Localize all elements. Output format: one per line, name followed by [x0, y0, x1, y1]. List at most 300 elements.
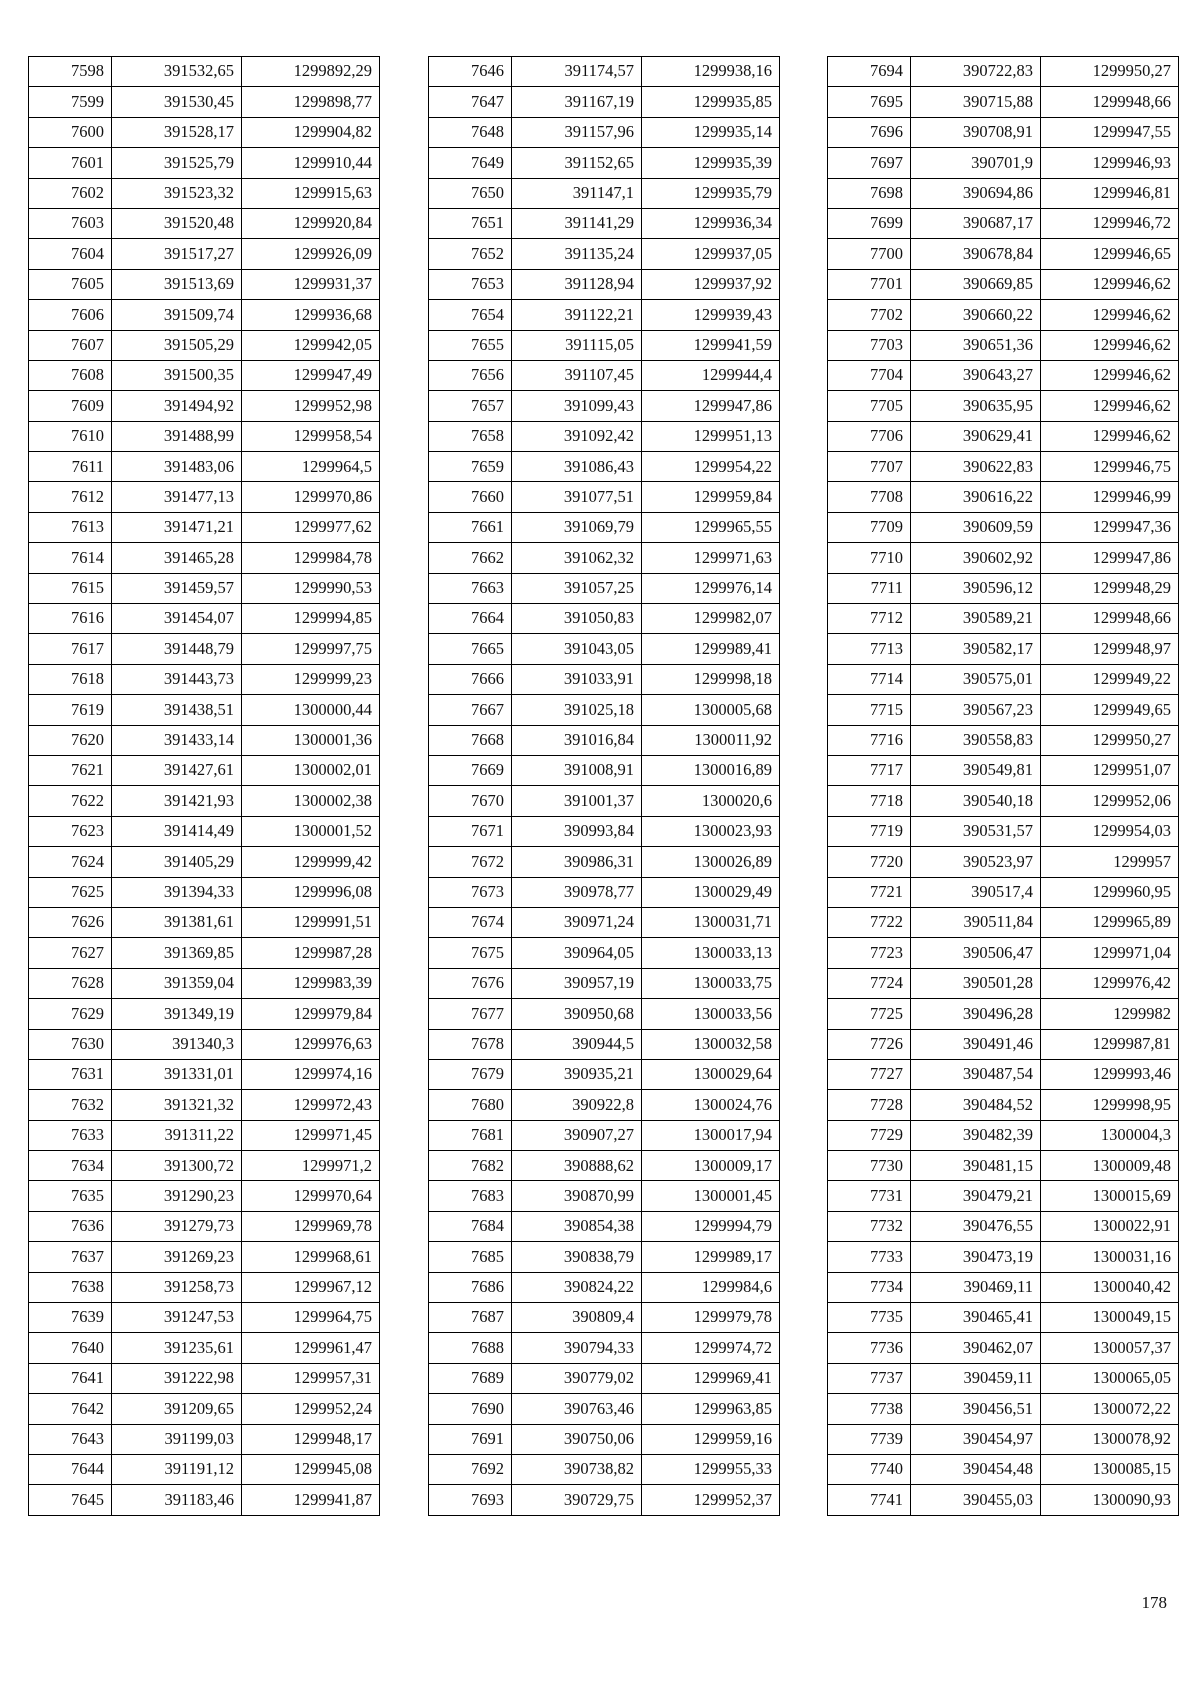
- x-coordinate-cell: 391135,24: [512, 239, 642, 269]
- y-coordinate-cell: 1299915,63: [242, 178, 380, 208]
- x-coordinate-cell: 391517,27: [112, 239, 242, 269]
- point-number-cell: 7682: [429, 1151, 512, 1181]
- x-coordinate-cell: 391505,29: [112, 330, 242, 360]
- y-coordinate-cell: 1299955,33: [642, 1454, 780, 1484]
- x-coordinate-cell: 390517,4: [911, 877, 1041, 907]
- y-coordinate-cell: 1299970,64: [242, 1181, 380, 1211]
- point-number-cell: 7628: [29, 968, 112, 998]
- point-number-cell: 7665: [429, 634, 512, 664]
- point-number-cell: 7703: [828, 330, 911, 360]
- coordinate-table-1: [28, 56, 380, 1516]
- point-number-cell: 7678: [429, 1029, 512, 1059]
- x-coordinate-cell: 390809,4: [512, 1303, 642, 1333]
- table-row: [828, 786, 1179, 816]
- point-number-cell: 7679: [429, 1059, 512, 1089]
- x-coordinate-cell: 391311,22: [112, 1120, 242, 1150]
- table-row: [429, 543, 780, 573]
- x-coordinate-cell: 391494,92: [112, 391, 242, 421]
- point-number-cell: 7675: [429, 938, 512, 968]
- table-row: [29, 604, 380, 634]
- table-row: [429, 512, 780, 542]
- table-row: [828, 999, 1179, 1029]
- x-coordinate-cell: 391157,96: [512, 117, 642, 147]
- x-coordinate-cell: 391222,98: [112, 1363, 242, 1393]
- table-row: [429, 816, 780, 846]
- y-coordinate-cell: 1300002,01: [242, 755, 380, 785]
- y-coordinate-cell: 1299947,55: [1041, 117, 1179, 147]
- x-coordinate-cell: 391331,01: [112, 1059, 242, 1089]
- table-row: [828, 1454, 1179, 1484]
- table-row: [429, 1394, 780, 1424]
- table-row: [828, 1363, 1179, 1393]
- table-row: [429, 300, 780, 330]
- table-row: [29, 330, 380, 360]
- point-number-cell: 7721: [828, 877, 911, 907]
- table-row: [29, 1394, 380, 1424]
- y-coordinate-cell: 1299957: [1041, 847, 1179, 877]
- point-number-cell: 7688: [429, 1333, 512, 1363]
- table-row: [828, 604, 1179, 634]
- x-coordinate-cell: 391528,17: [112, 117, 242, 147]
- table-row: [429, 1485, 780, 1515]
- table-row: [429, 482, 780, 512]
- point-number-cell: 7603: [29, 208, 112, 238]
- point-number-cell: 7722: [828, 907, 911, 937]
- x-coordinate-cell: 391209,65: [112, 1394, 242, 1424]
- x-coordinate-cell: 390549,81: [911, 755, 1041, 785]
- table-row: [29, 178, 380, 208]
- y-coordinate-cell: 1299945,08: [242, 1454, 380, 1484]
- table-row: [429, 664, 780, 694]
- x-coordinate-cell: 391523,32: [112, 178, 242, 208]
- table-row: [828, 938, 1179, 968]
- y-coordinate-cell: 1299892,29: [242, 57, 380, 87]
- y-coordinate-cell: 1299931,37: [242, 269, 380, 299]
- y-coordinate-cell: 1299996,08: [242, 877, 380, 907]
- y-coordinate-cell: 1299946,75: [1041, 452, 1179, 482]
- x-coordinate-cell: 391258,73: [112, 1272, 242, 1302]
- x-coordinate-cell: 391300,72: [112, 1151, 242, 1181]
- point-number-cell: 7706: [828, 421, 911, 451]
- y-coordinate-cell: 1300078,92: [1041, 1424, 1179, 1454]
- table-row: [29, 1454, 380, 1484]
- x-coordinate-cell: 390635,95: [911, 391, 1041, 421]
- y-coordinate-cell: 1299949,22: [1041, 664, 1179, 694]
- point-number-cell: 7642: [29, 1394, 112, 1424]
- point-number-cell: 7647: [429, 87, 512, 117]
- table-row: [29, 725, 380, 755]
- table-row: [29, 1211, 380, 1241]
- x-coordinate-cell: 390957,19: [512, 968, 642, 998]
- y-coordinate-cell: 1299946,72: [1041, 208, 1179, 238]
- y-coordinate-cell: 1299979,84: [242, 999, 380, 1029]
- x-coordinate-cell: 391438,51: [112, 695, 242, 725]
- x-coordinate-cell: 391183,46: [112, 1485, 242, 1515]
- point-number-cell: 7652: [429, 239, 512, 269]
- table-row: [828, 1394, 1179, 1424]
- point-number-cell: 7702: [828, 300, 911, 330]
- table-row: [29, 1059, 380, 1089]
- x-coordinate-cell: 391443,73: [112, 664, 242, 694]
- y-coordinate-cell: 1300004,3: [1041, 1120, 1179, 1150]
- x-coordinate-cell: 391269,23: [112, 1242, 242, 1272]
- x-coordinate-cell: 391359,04: [112, 968, 242, 998]
- y-coordinate-cell: 1299987,28: [242, 938, 380, 968]
- x-coordinate-cell: 390729,75: [512, 1485, 642, 1515]
- table-row: [429, 1272, 780, 1302]
- x-coordinate-cell: 390629,41: [911, 421, 1041, 451]
- x-coordinate-cell: 391174,57: [512, 57, 642, 87]
- table-row: [429, 148, 780, 178]
- point-number-cell: 7710: [828, 543, 911, 573]
- x-coordinate-cell: 390501,28: [911, 968, 1041, 998]
- x-coordinate-cell: 390854,38: [512, 1211, 642, 1241]
- y-coordinate-cell: 1299948,66: [1041, 604, 1179, 634]
- table-row: [29, 1333, 380, 1363]
- y-coordinate-cell: 1299987,81: [1041, 1029, 1179, 1059]
- table-row: [29, 968, 380, 998]
- x-coordinate-cell: 390462,07: [911, 1333, 1041, 1363]
- table-row: [429, 239, 780, 269]
- table-row: [828, 482, 1179, 512]
- x-coordinate-cell: 390465,41: [911, 1303, 1041, 1333]
- y-coordinate-cell: 1300016,89: [642, 755, 780, 785]
- point-number-cell: 7740: [828, 1454, 911, 1484]
- x-coordinate-cell: 390643,27: [911, 360, 1041, 390]
- y-coordinate-cell: 1300049,15: [1041, 1303, 1179, 1333]
- table-row: [828, 208, 1179, 238]
- point-number-cell: 7683: [429, 1181, 512, 1211]
- x-coordinate-cell: 390669,85: [911, 269, 1041, 299]
- point-number-cell: 7606: [29, 300, 112, 330]
- y-coordinate-cell: 1299947,49: [242, 360, 380, 390]
- y-coordinate-cell: 1299937,05: [642, 239, 780, 269]
- x-coordinate-cell: 390701,9: [911, 148, 1041, 178]
- point-number-cell: 7636: [29, 1211, 112, 1241]
- x-coordinate-cell: 390971,24: [512, 907, 642, 937]
- y-coordinate-cell: 1299938,16: [642, 57, 780, 87]
- x-coordinate-cell: 391427,61: [112, 755, 242, 785]
- y-coordinate-cell: 1299946,99: [1041, 482, 1179, 512]
- table-row: [429, 1090, 780, 1120]
- x-coordinate-cell: 390838,79: [512, 1242, 642, 1272]
- x-coordinate-cell: 390651,36: [911, 330, 1041, 360]
- table-row: [429, 725, 780, 755]
- x-coordinate-cell: 390779,02: [512, 1363, 642, 1393]
- table-row: [828, 1181, 1179, 1211]
- y-coordinate-cell: 1299947,36: [1041, 512, 1179, 542]
- point-number-cell: 7677: [429, 999, 512, 1029]
- table-row: [29, 57, 380, 87]
- x-coordinate-cell: 391247,53: [112, 1303, 242, 1333]
- point-number-cell: 7676: [429, 968, 512, 998]
- table-row: [29, 421, 380, 451]
- x-coordinate-cell: 391107,45: [512, 360, 642, 390]
- point-number-cell: 7630: [29, 1029, 112, 1059]
- point-number-cell: 7646: [429, 57, 512, 87]
- table-row: [29, 452, 380, 482]
- y-coordinate-cell: 1300033,56: [642, 999, 780, 1029]
- point-number-cell: 7701: [828, 269, 911, 299]
- point-number-cell: 7645: [29, 1485, 112, 1515]
- x-coordinate-cell: 391532,65: [112, 57, 242, 87]
- y-coordinate-cell: 1300002,38: [242, 786, 380, 816]
- table-row: [429, 1151, 780, 1181]
- x-coordinate-cell: 391199,03: [112, 1424, 242, 1454]
- y-coordinate-cell: 1299926,09: [242, 239, 380, 269]
- x-coordinate-cell: 390511,84: [911, 907, 1041, 937]
- y-coordinate-cell: 1299960,95: [1041, 877, 1179, 907]
- table-row: [29, 1242, 380, 1272]
- table-row: [828, 816, 1179, 846]
- y-coordinate-cell: 1299964,5: [242, 452, 380, 482]
- x-coordinate-cell: 390558,83: [911, 725, 1041, 755]
- y-coordinate-cell: 1299950,27: [1041, 57, 1179, 87]
- y-coordinate-cell: 1300026,89: [642, 847, 780, 877]
- table-row: [29, 999, 380, 1029]
- y-coordinate-cell: 1299948,17: [242, 1424, 380, 1454]
- y-coordinate-cell: 1299976,42: [1041, 968, 1179, 998]
- point-number-cell: 7670: [429, 786, 512, 816]
- table-row: [828, 239, 1179, 269]
- y-coordinate-cell: 1300032,58: [642, 1029, 780, 1059]
- y-coordinate-cell: 1299969,41: [642, 1363, 780, 1393]
- table-row: [828, 1151, 1179, 1181]
- x-coordinate-cell: 390694,86: [911, 178, 1041, 208]
- y-coordinate-cell: 1299946,65: [1041, 239, 1179, 269]
- point-number-cell: 7612: [29, 482, 112, 512]
- table-row: [29, 1029, 380, 1059]
- y-coordinate-cell: 1299972,43: [242, 1090, 380, 1120]
- table-row: [828, 300, 1179, 330]
- x-coordinate-cell: 390582,17: [911, 634, 1041, 664]
- y-coordinate-cell: 1299952,98: [242, 391, 380, 421]
- table-row: [29, 695, 380, 725]
- y-coordinate-cell: 1299946,62: [1041, 421, 1179, 451]
- x-coordinate-cell: 390622,83: [911, 452, 1041, 482]
- table-row: [29, 1090, 380, 1120]
- table-row: [429, 1454, 780, 1484]
- x-coordinate-cell: 391520,48: [112, 208, 242, 238]
- point-number-cell: 7689: [429, 1363, 512, 1393]
- point-number-cell: 7707: [828, 452, 911, 482]
- y-coordinate-cell: 1299935,39: [642, 148, 780, 178]
- table-row: [429, 877, 780, 907]
- point-number-cell: 7725: [828, 999, 911, 1029]
- y-coordinate-cell: 1299954,03: [1041, 816, 1179, 846]
- y-coordinate-cell: 1299937,92: [642, 269, 780, 299]
- point-number-cell: 7599: [29, 87, 112, 117]
- y-coordinate-cell: 1299946,62: [1041, 391, 1179, 421]
- point-number-cell: 7661: [429, 512, 512, 542]
- x-coordinate-cell: 390481,15: [911, 1151, 1041, 1181]
- point-number-cell: 7715: [828, 695, 911, 725]
- table-row: [29, 938, 380, 968]
- x-coordinate-cell: 391092,42: [512, 421, 642, 451]
- point-number-cell: 7685: [429, 1242, 512, 1272]
- y-coordinate-cell: 1299920,84: [242, 208, 380, 238]
- x-coordinate-cell: 390454,97: [911, 1424, 1041, 1454]
- y-coordinate-cell: 1299989,41: [642, 634, 780, 664]
- table-row: [29, 755, 380, 785]
- x-coordinate-cell: 391321,32: [112, 1090, 242, 1120]
- table-row: [828, 330, 1179, 360]
- x-coordinate-cell: 390993,84: [512, 816, 642, 846]
- point-number-cell: 7718: [828, 786, 911, 816]
- point-number-cell: 7692: [429, 1454, 512, 1484]
- x-coordinate-cell: 391099,43: [512, 391, 642, 421]
- point-number-cell: 7653: [429, 269, 512, 299]
- x-coordinate-cell: 391530,45: [112, 87, 242, 117]
- point-number-cell: 7643: [29, 1424, 112, 1454]
- x-coordinate-cell: 391152,65: [512, 148, 642, 178]
- y-coordinate-cell: 1300015,69: [1041, 1181, 1179, 1211]
- table-row: [429, 634, 780, 664]
- table-row: [29, 847, 380, 877]
- point-number-cell: 7719: [828, 816, 911, 846]
- point-number-cell: 7739: [828, 1424, 911, 1454]
- y-coordinate-cell: 1299999,23: [242, 664, 380, 694]
- table-row: [828, 269, 1179, 299]
- x-coordinate-cell: 390907,27: [512, 1120, 642, 1150]
- point-number-cell: 7605: [29, 269, 112, 299]
- table-row: [828, 907, 1179, 937]
- x-coordinate-cell: 390870,99: [512, 1181, 642, 1211]
- y-coordinate-cell: 1299968,61: [242, 1242, 380, 1272]
- point-number-cell: 7624: [29, 847, 112, 877]
- x-coordinate-cell: 391414,49: [112, 816, 242, 846]
- y-coordinate-cell: 1299994,79: [642, 1211, 780, 1241]
- table-row: [429, 421, 780, 451]
- point-number-cell: 7617: [29, 634, 112, 664]
- x-coordinate-cell: 391043,05: [512, 634, 642, 664]
- table-row: [828, 1029, 1179, 1059]
- table-row: [429, 1303, 780, 1333]
- x-coordinate-cell: 391077,51: [512, 482, 642, 512]
- x-coordinate-cell: 390473,19: [911, 1242, 1041, 1272]
- x-coordinate-cell: 391340,3: [112, 1029, 242, 1059]
- y-coordinate-cell: 1299950,27: [1041, 725, 1179, 755]
- x-coordinate-cell: 391381,61: [112, 907, 242, 937]
- y-coordinate-cell: 1299944,4: [642, 360, 780, 390]
- table-row: [29, 1363, 380, 1393]
- x-coordinate-cell: 390589,21: [911, 604, 1041, 634]
- table-row: [828, 847, 1179, 877]
- table-row: [429, 178, 780, 208]
- point-number-cell: 7641: [29, 1363, 112, 1393]
- point-number-cell: 7738: [828, 1394, 911, 1424]
- y-coordinate-cell: 1299941,59: [642, 330, 780, 360]
- point-number-cell: 7659: [429, 452, 512, 482]
- y-coordinate-cell: 1300022,91: [1041, 1211, 1179, 1241]
- y-coordinate-cell: 1299948,66: [1041, 87, 1179, 117]
- y-coordinate-cell: 1299948,29: [1041, 573, 1179, 603]
- y-coordinate-cell: 1299998,95: [1041, 1090, 1179, 1120]
- x-coordinate-cell: 390922,8: [512, 1090, 642, 1120]
- x-coordinate-cell: 391394,33: [112, 877, 242, 907]
- y-coordinate-cell: 1299971,2: [242, 1151, 380, 1181]
- x-coordinate-cell: 391471,21: [112, 512, 242, 542]
- table-row: [429, 786, 780, 816]
- x-coordinate-cell: 390935,21: [512, 1059, 642, 1089]
- point-number-cell: 7635: [29, 1181, 112, 1211]
- x-coordinate-cell: 391369,85: [112, 938, 242, 968]
- table-row: [429, 573, 780, 603]
- table-row: [29, 1303, 380, 1333]
- point-number-cell: 7637: [29, 1242, 112, 1272]
- table-row: [828, 877, 1179, 907]
- x-coordinate-cell: 390616,22: [911, 482, 1041, 512]
- x-coordinate-cell: 391448,79: [112, 634, 242, 664]
- x-coordinate-cell: 390678,84: [911, 239, 1041, 269]
- point-number-cell: 7741: [828, 1485, 911, 1515]
- table-row: [828, 452, 1179, 482]
- x-coordinate-cell: 390986,31: [512, 847, 642, 877]
- table-row: [828, 391, 1179, 421]
- x-coordinate-cell: 391062,32: [512, 543, 642, 573]
- x-coordinate-cell: 390738,82: [512, 1454, 642, 1484]
- table-row: [429, 604, 780, 634]
- point-number-cell: 7650: [429, 178, 512, 208]
- point-number-cell: 7730: [828, 1151, 911, 1181]
- x-coordinate-cell: 391349,19: [112, 999, 242, 1029]
- y-coordinate-cell: 1299965,55: [642, 512, 780, 542]
- table-row: [828, 543, 1179, 573]
- point-number-cell: 7632: [29, 1090, 112, 1120]
- y-coordinate-cell: 1299946,62: [1041, 269, 1179, 299]
- y-coordinate-cell: 1300040,42: [1041, 1272, 1179, 1302]
- table-row: [429, 695, 780, 725]
- y-coordinate-cell: 1300072,22: [1041, 1394, 1179, 1424]
- x-coordinate-cell: 390454,48: [911, 1454, 1041, 1484]
- y-coordinate-cell: 1299936,68: [242, 300, 380, 330]
- y-coordinate-cell: 1300033,13: [642, 938, 780, 968]
- y-coordinate-cell: 1299952,24: [242, 1394, 380, 1424]
- x-coordinate-cell: 390459,11: [911, 1363, 1041, 1393]
- y-coordinate-cell: 1299939,43: [642, 300, 780, 330]
- point-number-cell: 7614: [29, 543, 112, 573]
- y-coordinate-cell: 1299993,46: [1041, 1059, 1179, 1089]
- x-coordinate-cell: 391033,91: [512, 664, 642, 694]
- table-row: [29, 1272, 380, 1302]
- table-row: [29, 1424, 380, 1454]
- table-row: [828, 1059, 1179, 1089]
- x-coordinate-cell: 390479,21: [911, 1181, 1041, 1211]
- x-coordinate-cell: 390455,03: [911, 1485, 1041, 1515]
- x-coordinate-cell: 391488,99: [112, 421, 242, 451]
- y-coordinate-cell: 1299951,13: [642, 421, 780, 451]
- table-row: [429, 1181, 780, 1211]
- x-coordinate-cell: 390888,62: [512, 1151, 642, 1181]
- point-number-cell: 7696: [828, 117, 911, 147]
- point-number-cell: 7634: [29, 1151, 112, 1181]
- x-coordinate-cell: 391465,28: [112, 543, 242, 573]
- y-coordinate-cell: 1299935,79: [642, 178, 780, 208]
- x-coordinate-cell: 391433,14: [112, 725, 242, 755]
- x-coordinate-cell: 391141,29: [512, 208, 642, 238]
- y-coordinate-cell: 1299948,97: [1041, 634, 1179, 664]
- point-number-cell: 7700: [828, 239, 911, 269]
- x-coordinate-cell: 390824,22: [512, 1272, 642, 1302]
- table-row: [828, 1211, 1179, 1241]
- x-coordinate-cell: 391057,25: [512, 573, 642, 603]
- point-number-cell: 7651: [429, 208, 512, 238]
- table-row: [29, 208, 380, 238]
- table-row: [828, 1424, 1179, 1454]
- y-coordinate-cell: 1299959,84: [642, 482, 780, 512]
- point-number-cell: 7621: [29, 755, 112, 785]
- point-number-cell: 7611: [29, 452, 112, 482]
